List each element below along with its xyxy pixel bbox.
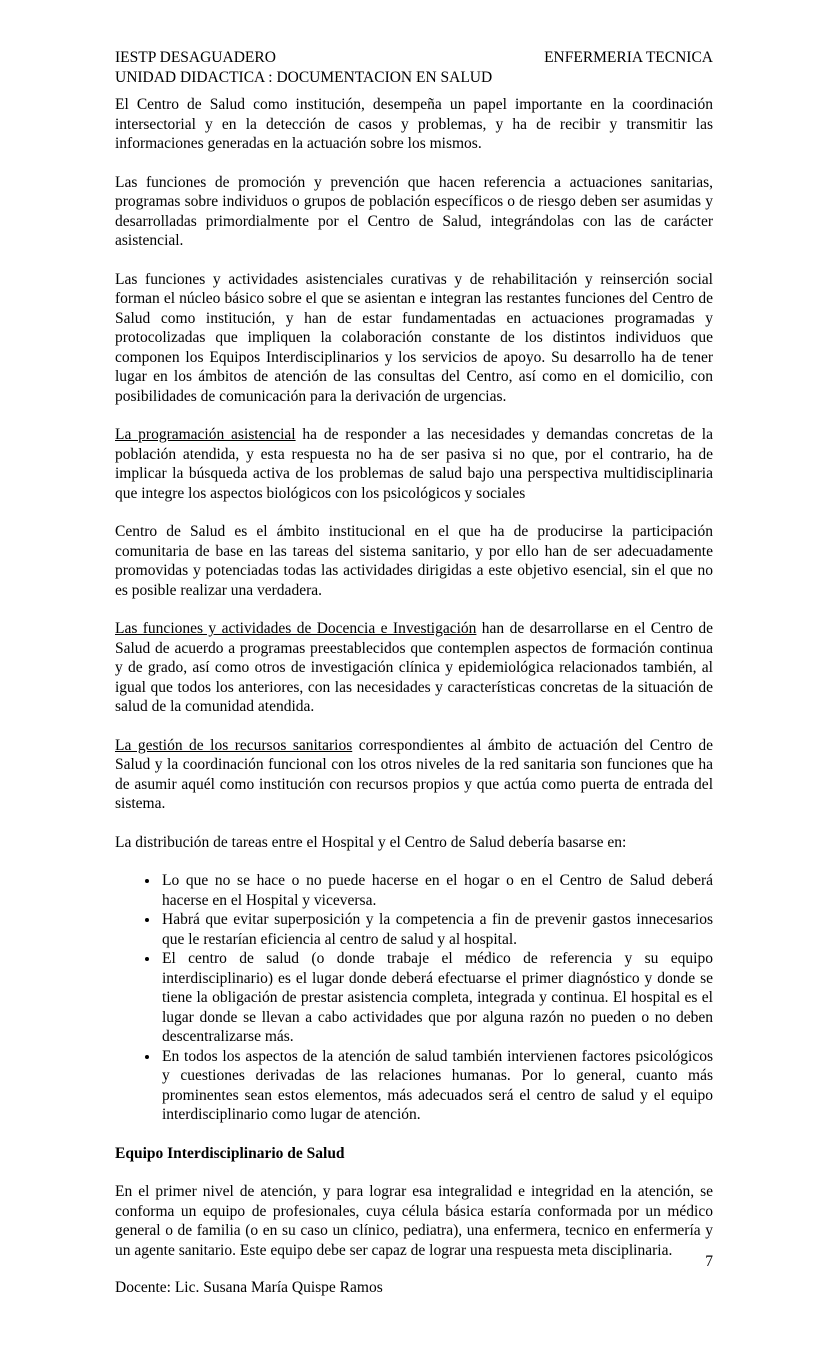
paragraph (115, 270, 713, 407)
document-content (115, 48, 713, 1279)
paragraph (115, 522, 713, 600)
paragraph (115, 736, 713, 814)
bullet-item: • Habrá que evitar superposición y la competencia a fin de prevenir gastos innecesarios que le restarían eficiencia al centro de salud y al hospital. (160, 910, 713, 949)
bullet-item: • El centro de salud (o donde trabaje el médico de referencia y su equipo interdisciplinario) es el lugar donde deberá efectuarse el primer diagnóstico y donde se tiene la obligación de prestar asistencia completa, integrada y continua. El hospital es el lugar donde se llevan a cabo actividades que por alguna razón no pueden o no deben descentralizarse más. (160, 949, 713, 1047)
header-row (115, 48, 713, 68)
paragraph (115, 173, 713, 251)
underlined-text-run: Las funciones y actividades de Docencia e Investigación (115, 620, 477, 637)
document-body (115, 95, 713, 1260)
text-run: En el primer nivel de atención, y para lograr esa integralidad e integridad en la atención, se conforma un equipo de profesionales, cuya célula básica estaría conformada por un médico general o de familia (o en su caso un clínico, pediatra), una enfermera, tecnico en enfermería y un agente sanitario. Este equipo debe ser capaz de lograr una respuesta meta disciplinaria. (115, 1183, 713, 1259)
header-program: ENFERMERIA TECNICA (544, 49, 713, 66)
text-run: La distribución de tareas entre el Hospital y el Centro de Salud debería basarse en: (115, 833, 627, 851)
header-subtitle: UNIDAD DIDACTICA : DOCUMENTACION EN SALUD (115, 68, 493, 86)
text-run: Las funciones y actividades asistenciales curativas y de rehabilitación y reinserción social forman el núcleo básico sobre el que se asientan e integran las restantes funciones del Centro de Salud como institución, y han de estar fundamentadas en actuaciones programadas y protocolizadas que impliquen la colaboración constante de los distintos individuos que componen los Equipos Interdisciplinarios y los servicios de apoyo. Su desarrollo ha de tener lugar en los ámbitos de atención de las consultas del Centro, así como en el domicilio, con posibilidades de comunicación para la derivación de urgencias. (115, 270, 713, 405)
bullet-item: • En todos los aspectos de la atención de salud también intervienen factores psicológicos y cuestiones derivadas de las relaciones humanas. Por lo general, cuanto más prominentes sean estos elementos, más adecuados será el centro de salud y el equipo interdisciplinario como lugar de atención. (160, 1047, 713, 1125)
paragraph (115, 833, 713, 853)
text-run: El Centro de Salud como institución, desempeña un papel importante en la coordinación intersectorial y en la detección de casos y problemas, y ha de recibir y transmitir las informaciones generadas en la actuación sobre los mismos. (115, 96, 713, 152)
footer-docente: Docente: Lic. Susana María Quispe Ramos (115, 1279, 383, 1296)
paragraph (115, 425, 713, 503)
paragraph (115, 619, 713, 717)
text-run: ha de responder a las necesidades y demandas concretas de la población atendida, y esta respuesta no ha de ser pasiva si no que, por el contrario, ha de implicar la búsqueda activa de los problemas de salud bajo una perspectiva multidisciplinaria que integre los aspectos biológicos con los psicológicos y sociales (115, 426, 713, 502)
text-run: han de desarrollarse en el Centro de Salud de acuerdo a programas preestablecidos que contemplen aspectos de formación continua y de grado, así como otros de investigación clínica y epidemiológica relacionados también, al igual que todos los anteriores, con las necesidades y características concretas de la situación de salud de la comunidad atendida. (115, 620, 713, 715)
bullet-list (115, 871, 713, 1125)
header-institution: IESTP DESAGUADERO (115, 49, 276, 66)
page-number: 7 (705, 1253, 713, 1270)
document-header (115, 48, 713, 87)
text-run: correspondientes al ámbito de actuación del Centro de Salud y la coordinación funcional con los otros niveles de la red sanitaria son funciones que ha de asumir aquél como institución con recursos propios y que actúa como puerta de entrada del sistema. (115, 736, 713, 812)
underlined-text-run: La programación asistencial (115, 426, 296, 443)
paragraph (115, 1182, 713, 1260)
underlined-text-run: La gestión de los recursos sanitarios (115, 736, 353, 754)
section-heading (115, 1144, 713, 1164)
bullet-item: • Lo que no se hace o no puede hacerse en el hogar o en el Centro de Salud deberá hacerse en el Hospital y viceversa. (160, 871, 713, 910)
text-run: Las funciones de promoción y prevención que hacen referencia a actuaciones sanitarias, programas sobre individuos o grupos de población específicos o de riesgo deben ser asumidas y desarrolladas primordialmente por el Centro de Salud, integrándolas con las de carácter asistencial. (115, 173, 713, 249)
text-run: Equipo Interdisciplinario de Salud (115, 1144, 345, 1162)
paragraph (115, 95, 713, 154)
text-run: Centro de Salud es el ámbito institucional en el que ha de producirse la participación comunitaria de base en las tareas del sistema sanitario, y por ello han de ser adecuadamente promovidas y potenciadas todas las actividades dirigidas a este objetivo esencial, sin el que no es posible realizar una verdadera. (115, 523, 713, 599)
